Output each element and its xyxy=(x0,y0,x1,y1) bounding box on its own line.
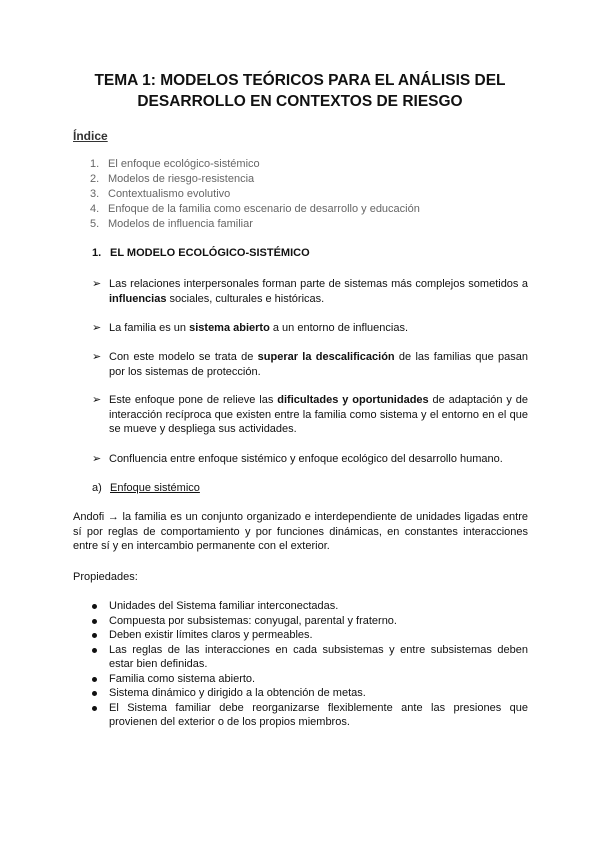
section-label: EL MODELO ECOLÓGICO-SISTÉMICO xyxy=(110,247,310,259)
list-item: El Sistema familiar debe reorganizarse flexiblemente ante las presiones que provienen del exterior o de los propios miembros. xyxy=(92,701,528,730)
toc-item xyxy=(90,217,420,232)
subsection-number: a) xyxy=(92,482,102,494)
subsection-heading xyxy=(92,482,200,494)
title-line-1: TEMA 1: MODELOS TEÓRICOS PARA EL ANÁLISIS DEL xyxy=(94,72,506,89)
bold-run: superar la descalificación xyxy=(257,351,395,363)
title-line-2: DESARROLLO EN CONTEXTOS DE RIESGO xyxy=(137,93,463,110)
toc-label: El enfoque ecológico-sistémico xyxy=(108,158,260,170)
toc-number: 3. xyxy=(90,188,100,200)
text-run: de las familias que pasan por los sistemas de protección. xyxy=(109,351,528,378)
toc-label: Modelos de riesgo-resistencia xyxy=(108,173,255,185)
toc-item xyxy=(90,172,420,187)
bold-run: influencias xyxy=(109,292,167,305)
text-run: a un entorno de influencias. xyxy=(269,322,409,334)
list-item: Unidades del Sistema familiar interconectadas. xyxy=(92,599,528,614)
arrow-point xyxy=(92,452,528,467)
point-text xyxy=(109,277,528,306)
toc-item xyxy=(90,202,420,217)
point-text xyxy=(109,393,528,437)
list-item: Deben existir límites claros y permeables. xyxy=(92,628,528,643)
text-run: Las relaciones interpersonales forman parte de sistemas más complejos sometidos a xyxy=(109,278,528,290)
text-run: sociales, culturales e históricas. xyxy=(166,292,325,305)
toc-label: Enfoque de la familia como escenario de desarrollo y educación xyxy=(108,203,420,215)
arrow-bullet-icon: ➢ xyxy=(92,351,102,363)
properties-label: Propiedades: xyxy=(73,571,138,583)
arrow-bullet-icon: ➢ xyxy=(92,394,102,406)
arrow-point xyxy=(92,393,528,437)
subsection-label: Enfoque sistémico xyxy=(110,482,200,494)
page-title xyxy=(60,70,540,112)
properties-list xyxy=(92,599,528,730)
arrow-bullet-icon: ➢ xyxy=(92,322,102,334)
arrow-point xyxy=(92,350,528,379)
toc-item xyxy=(90,157,420,172)
text-run: Con este modelo se trata de xyxy=(109,351,258,363)
table-of-contents xyxy=(90,157,420,232)
index-heading: Índice xyxy=(73,129,108,143)
text-run: de adaptación y de interacción recíproca que existen entre la familia como sistema y el entorno en el que se mueve y despliega sus actividades. xyxy=(109,394,528,435)
toc-number: 5. xyxy=(90,218,100,230)
point-text xyxy=(109,321,528,336)
text-run: La familia es un xyxy=(109,322,190,334)
text-run: Este enfoque pone de relieve las xyxy=(109,394,278,406)
toc-label: Contextualismo evolutivo xyxy=(108,188,231,200)
section-heading xyxy=(92,247,310,259)
point-text xyxy=(109,350,528,379)
toc-number: 1. xyxy=(90,158,100,170)
toc-number: 4. xyxy=(90,203,100,215)
toc-label: Modelos de influencia familiar xyxy=(108,218,253,230)
point-text: Confluencia entre enfoque sistémico y enfoque ecológico del desarrollo humano. xyxy=(109,453,503,465)
toc-number: 2. xyxy=(90,173,100,185)
bold-run: sistema abierto xyxy=(189,322,270,334)
list-item: Sistema dinámico y dirigido a la obtención de metas. xyxy=(92,686,528,701)
arrow-point xyxy=(92,277,528,306)
list-item: Compuesta por subsistemas: conyugal, parental y fraterno. xyxy=(92,614,528,629)
bold-run: dificultades y oportunidades xyxy=(277,394,429,406)
arrow-bullet-icon: ➢ xyxy=(92,278,102,290)
list-item: Familia como sistema abierto. xyxy=(92,672,528,687)
toc-item xyxy=(90,187,420,202)
arrow-point xyxy=(92,321,528,336)
section-number: 1. xyxy=(92,247,102,259)
list-item: Las reglas de las interacciones en cada subsistemas y entre subsistemas deben estar bien definidas. xyxy=(92,643,528,672)
andolfi-paragraph: Andofi → la familia es un conjunto organizado e interdependiente de unidades ligadas entre sí por reglas de comportamiento y por funciones dinámicas, en constantes interacciones entre sí y en intercambio permanente con el exterior. xyxy=(73,511,528,552)
arrow-bullet-icon: ➢ xyxy=(92,453,102,465)
